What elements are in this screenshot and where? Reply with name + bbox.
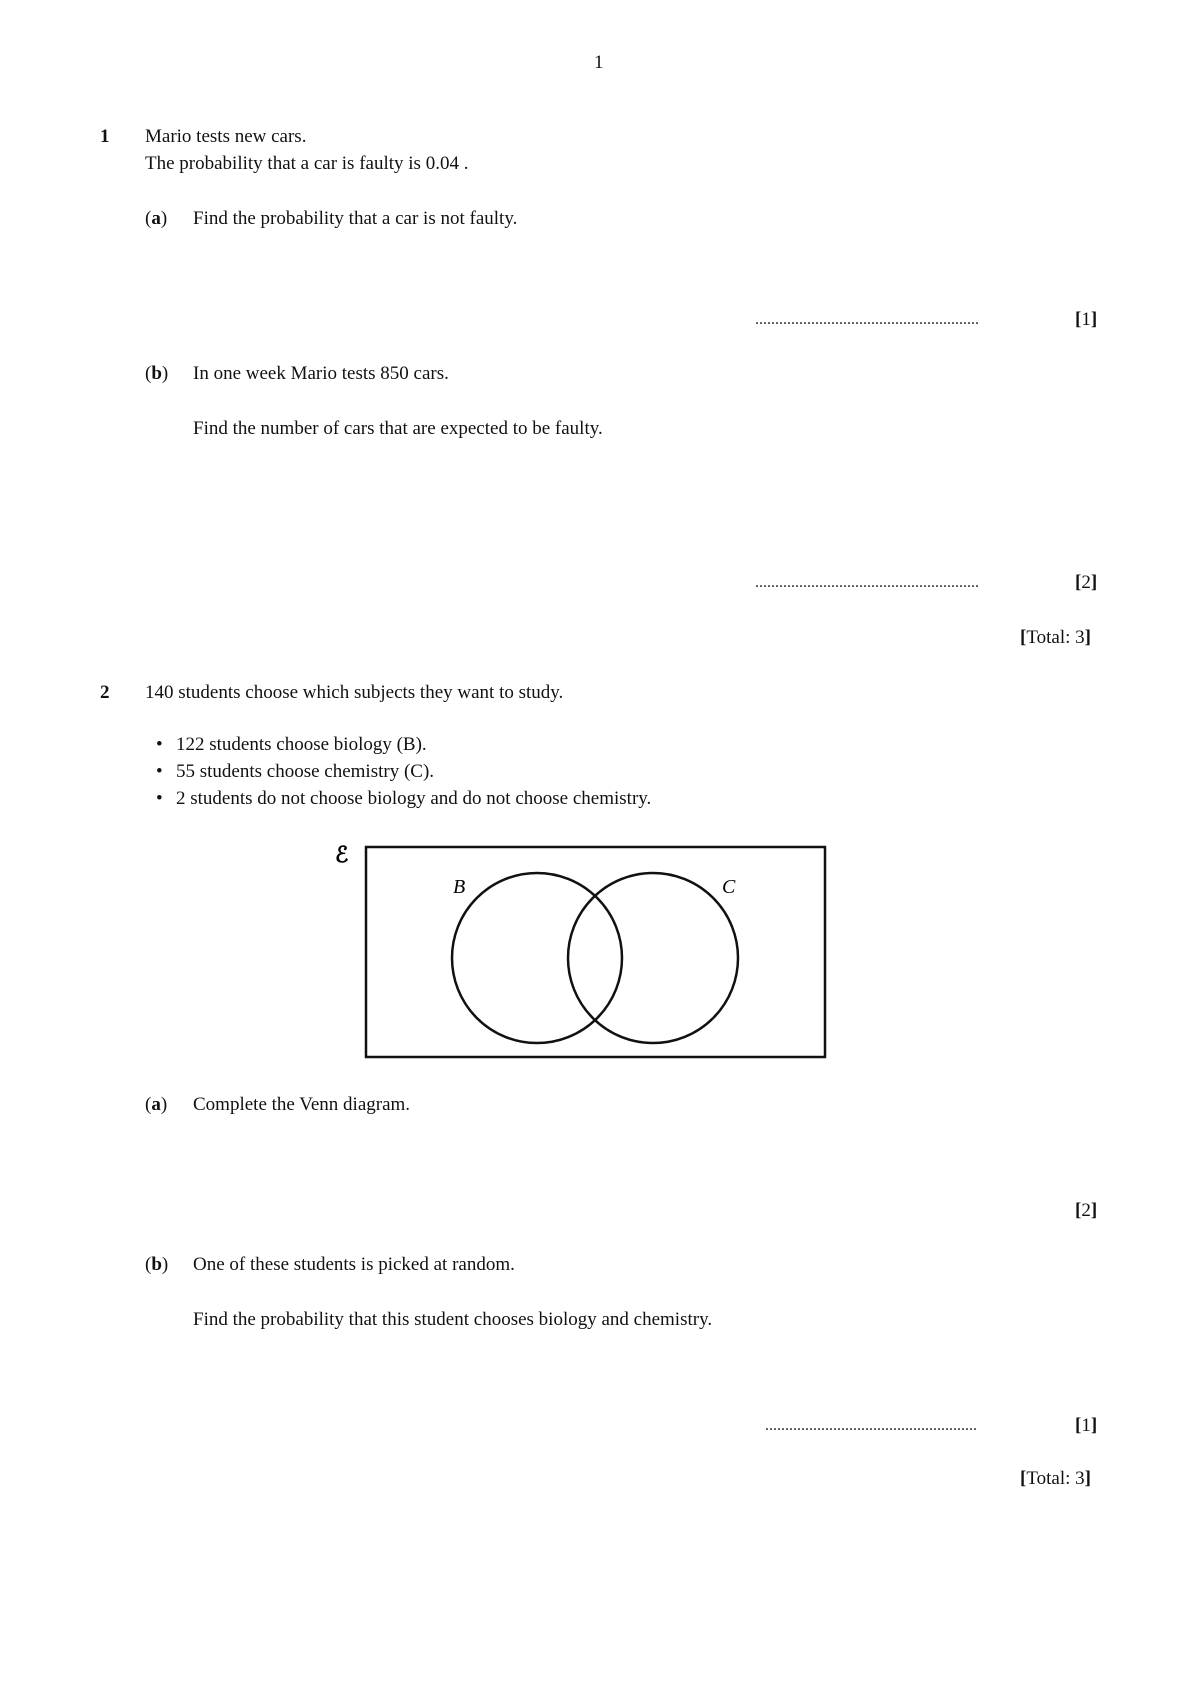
question-2-bullet-list: [156, 731, 651, 812]
question-1-total: [Total: 3]: [1020, 627, 1091, 648]
question-2a-label: (a): [145, 1094, 168, 1115]
question-1a-label: (a): [145, 208, 168, 229]
set-c-circle: [568, 873, 738, 1043]
question-1a-marks: [1]: [1075, 309, 1098, 330]
question-1a-answer-line[interactable]: ........................................................: [755, 311, 979, 328]
question-1a-text: Find the probability that a car is not faulty.: [193, 208, 518, 229]
question-2b-letter: b: [151, 1254, 162, 1275]
question-2a-text: Complete the Venn diagram.: [193, 1094, 411, 1115]
set-b-label: B: [453, 876, 466, 898]
universal-set-symbol: ℰ: [335, 842, 349, 867]
page-number: 1: [594, 52, 604, 73]
question-2b-marks-value: 1: [1081, 1415, 1091, 1436]
question-1-intro-line-1: Mario tests new cars.: [145, 126, 307, 147]
question-1a-letter: a: [151, 208, 161, 229]
question-2a-marks: [2]: [1075, 1200, 1098, 1221]
bullet-chemistry: • 55 students choose chemistry (C).: [156, 758, 651, 785]
set-c-label: C: [722, 876, 736, 898]
question-2b-label: (b): [145, 1254, 169, 1275]
question-1-number: 1: [100, 126, 110, 147]
question-2b-text-2: Find the probability that this student chooses biology and chemistry.: [193, 1309, 713, 1330]
universal-set-rectangle: [366, 847, 825, 1057]
question-1-total-text: Total: 3: [1026, 627, 1085, 648]
question-1b-answer-line[interactable]: ........................................................: [755, 574, 979, 591]
question-1b-marks: [2]: [1075, 572, 1098, 593]
question-1a-marks-value: 1: [1081, 309, 1091, 330]
question-2-total: [Total: 3]: [1020, 1468, 1091, 1489]
question-2a-marks-value: 2: [1081, 1200, 1091, 1221]
venn-diagram: [335, 835, 835, 1060]
question-1b-text-2: Find the number of cars that are expected to be faulty.: [193, 418, 603, 439]
set-b-circle: [452, 873, 622, 1043]
question-2-intro: 140 students choose which subjects they want to study.: [145, 682, 564, 703]
bullet-neither: • 2 students do not choose biology and do not choose chemistry.: [156, 785, 651, 812]
question-2b-text: One of these students is picked at random.: [193, 1254, 515, 1275]
question-1b-label: (b): [145, 363, 169, 384]
question-2b-answer-line[interactable]: .....................................................: [765, 1417, 977, 1434]
bullet-biology: • 122 students choose biology (B).: [156, 731, 651, 758]
question-2-total-text: Total: 3: [1026, 1468, 1085, 1489]
question-2b-marks: [1]: [1075, 1415, 1098, 1436]
question-1b-marks-value: 2: [1081, 572, 1091, 593]
question-1b-letter: b: [151, 363, 162, 384]
question-1b-text: In one week Mario tests 850 cars.: [193, 363, 449, 384]
question-2a-letter: a: [151, 1094, 161, 1115]
question-2-number: 2: [100, 682, 110, 703]
question-1-intro-line-2: The probability that a car is faulty is 0.04 .: [145, 153, 469, 174]
